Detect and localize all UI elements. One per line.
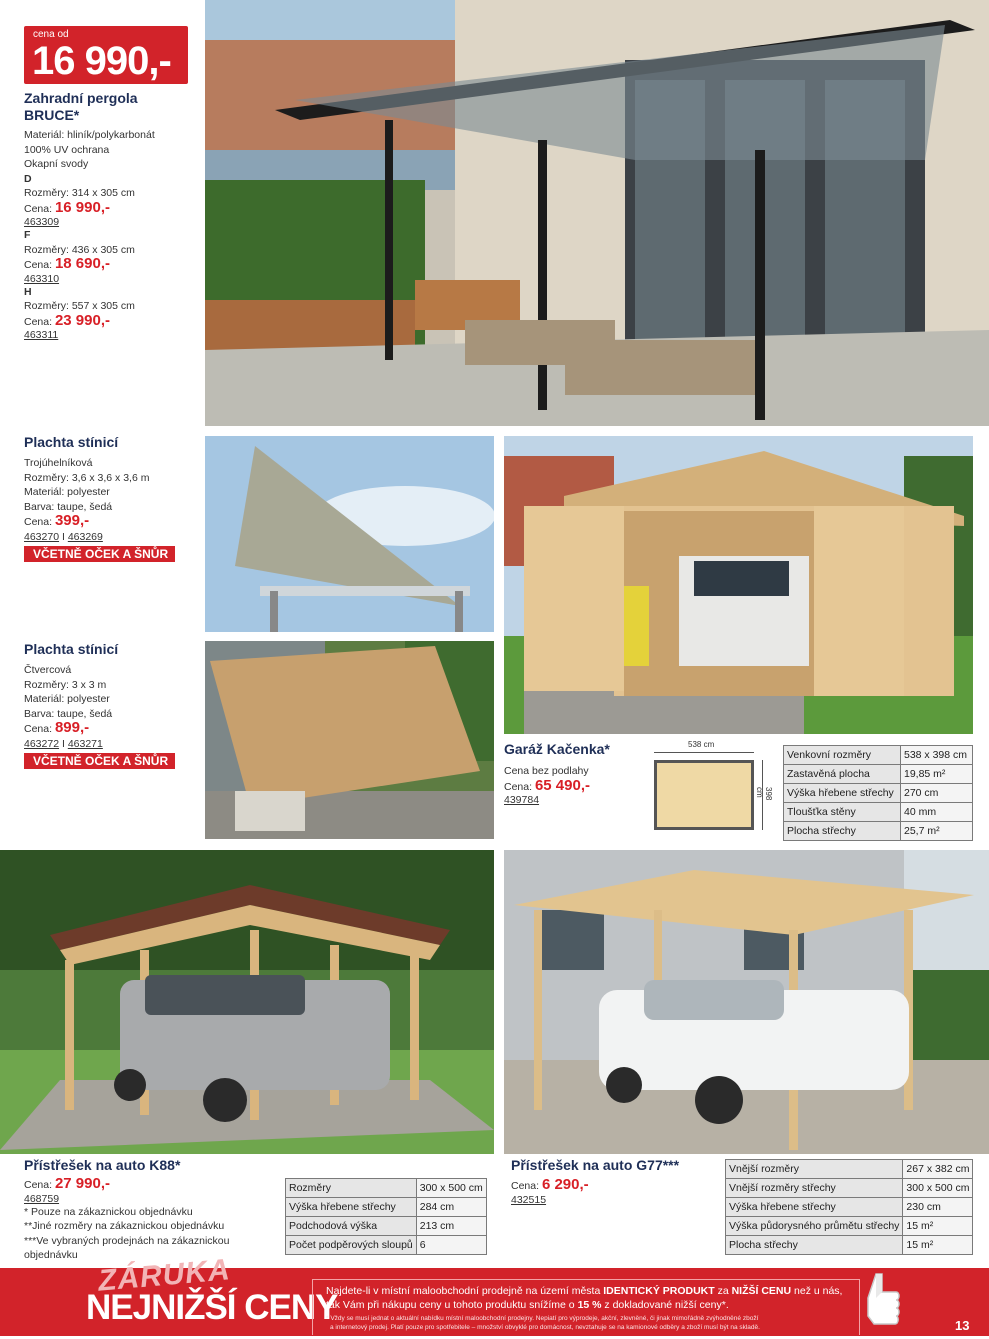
- variant-price: 23 990,-: [54, 311, 110, 329]
- guarantee-zaruka: ZÁRUKA: [96, 1253, 232, 1298]
- table-row: [286, 1198, 487, 1217]
- table-row: [784, 803, 973, 822]
- garage-floorplan: [648, 740, 776, 840]
- spec-label: Plocha střechy: [726, 1236, 903, 1255]
- sail1-photo: [205, 436, 494, 632]
- garage-note: Cena bez podlahy: [504, 765, 589, 777]
- sail2-codes: [24, 737, 199, 752]
- sail2-material: Materiál: polyester: [24, 693, 110, 705]
- price-badge: [24, 26, 188, 84]
- spec-label: Rozměry: [286, 1179, 417, 1198]
- sail2-code2[interactable]: 463271: [67, 737, 103, 750]
- spec-value: 300 x 500 cm: [416, 1179, 486, 1198]
- sail2-shape: Čtvercová: [24, 664, 72, 676]
- floorplan-depth-label: 398 cm: [755, 787, 773, 801]
- code-separator: I: [59, 737, 68, 750]
- variant-price: 18 690,-: [54, 255, 110, 272]
- variant-size: Rozměry: 557 x 305 cm: [24, 300, 135, 312]
- table-row: [784, 784, 973, 803]
- table-row: [784, 822, 973, 841]
- variant-code[interactable]: 463311: [24, 329, 59, 341]
- variant-letter: H: [24, 285, 32, 298]
- line1-part: IDENTICKÝ PRODUKT: [603, 1285, 715, 1297]
- k88-spec-table: [285, 1178, 487, 1255]
- sail1-color: Barva: taupe, šedá: [24, 500, 113, 513]
- price-label: Cena:: [504, 780, 533, 793]
- sail2-price-row: [24, 721, 199, 737]
- sail2-code1[interactable]: 463272: [24, 737, 60, 750]
- sail1-code2[interactable]: 463269: [67, 530, 103, 543]
- spec-label: Výška hřebene střechy: [286, 1198, 417, 1217]
- sail1-price-row: [24, 514, 199, 530]
- table-row: [784, 765, 973, 784]
- table-row: [726, 1179, 973, 1198]
- guarantee-banner: [0, 1253, 989, 1336]
- pergola-uv: 100% UV ochrana: [24, 143, 110, 156]
- line1-part: NIŽŠÍ CENU: [731, 1285, 792, 1297]
- spec-value: 40 mm: [900, 803, 972, 822]
- garage-title: Garáž Kačenka*: [504, 741, 610, 757]
- page-number: 13: [955, 1318, 970, 1333]
- table-row: [726, 1236, 973, 1255]
- guarantee-fineprint1: * Vždy se musí jednat o aktuální nabídku místní maloobchodní prodejny. Nepiatí pro výprodeje, akční, zlevněné, či jinak mimořádně zvýhodněné zboží: [326, 1315, 759, 1322]
- k88-code[interactable]: 468759: [24, 1192, 60, 1205]
- guarantee-line2: [326, 1298, 729, 1312]
- pergola-title-line1: Zahradní pergola: [24, 90, 138, 106]
- sail1-info: [24, 434, 199, 544]
- sail2-included-bar: VČETNĚ OČEK A ŠNŮR: [24, 753, 175, 769]
- garage-spec-table: [783, 745, 973, 841]
- sail2-color: Barva: taupe, šedá: [24, 707, 113, 720]
- spec-value: 213 cm: [416, 1217, 486, 1236]
- price-label: Cena:: [24, 1179, 53, 1191]
- floorplan-width-label: 538 cm: [688, 740, 715, 749]
- k88-price: 27 990,-: [54, 1175, 110, 1192]
- spec-label: Venkovní rozměry: [784, 746, 901, 765]
- sail2-price: 899,-: [54, 719, 90, 736]
- variant-letter: D: [24, 172, 32, 185]
- table-row: [286, 1236, 487, 1255]
- table-row: [726, 1160, 973, 1179]
- spec-value: 6: [416, 1236, 486, 1255]
- pergola-title-line2: BRUCE*: [24, 107, 80, 123]
- variant-price-row: [24, 257, 199, 273]
- sail1-title: Plachta stínicí: [24, 434, 119, 450]
- price-label: Cena:: [24, 516, 53, 528]
- price-label: Cena:: [24, 202, 53, 215]
- spec-value: 19,85 m²: [900, 765, 972, 784]
- g77-title: Přístřešek na auto G77***: [511, 1157, 680, 1173]
- variant-code[interactable]: 463310: [24, 272, 60, 285]
- spec-value: 15 m²: [903, 1217, 973, 1236]
- line2-part: 15 %: [577, 1299, 602, 1311]
- spec-value: 230 cm: [903, 1198, 973, 1217]
- g77-price: 6 290,-: [541, 1176, 589, 1193]
- spec-label: Plocha střechy: [784, 822, 901, 841]
- table-row: [286, 1179, 487, 1198]
- spec-label: Podchodová výška: [286, 1217, 417, 1236]
- variant-price-row: [24, 198, 199, 217]
- spec-label: Výška hřebene střechy: [726, 1198, 903, 1217]
- price-label: Cena:: [24, 723, 53, 735]
- spec-value: 538 x 398 cm: [900, 746, 972, 765]
- g77-spec-table: [725, 1159, 973, 1255]
- thumbs-up-icon: [862, 1270, 902, 1334]
- floorplan-box: [654, 760, 754, 830]
- price-badge-label: cena od: [33, 29, 69, 40]
- spec-label: Vnější rozměry střechy: [726, 1179, 903, 1198]
- garage-info: [504, 741, 644, 806]
- variant-price: 16 990,-: [54, 198, 110, 216]
- guarantee-line1: [326, 1284, 842, 1298]
- line1-part: za: [714, 1285, 732, 1297]
- spec-label: Výška hřebene střechy: [784, 784, 901, 803]
- guarantee-fineprint2: a internetový prodej. Platí pouze pro spotřebitele – množství obvyklé pro domácnost, nevztahuje se na kamionové odběry a zboží musí být na skladě.: [330, 1324, 760, 1331]
- price-label: Cena:: [511, 1180, 540, 1192]
- garage-price-row: [504, 776, 644, 795]
- variant-code[interactable]: 463309: [24, 216, 60, 228]
- line2-part: z dokladované nižší ceny*.: [601, 1299, 729, 1311]
- line2-part: tak Vám při nákupu ceny u tohoto produktu snížíme o: [326, 1299, 578, 1311]
- footnote: ***Ve vybraných prodejnách na zákaznickou objednávku: [24, 1234, 230, 1261]
- spec-value: 267 x 382 cm: [903, 1160, 973, 1179]
- g77-price-row: [511, 1178, 711, 1194]
- garage-code[interactable]: 439784: [504, 794, 540, 806]
- spec-label: Vnější rozměry: [726, 1160, 903, 1179]
- spec-value: 284 cm: [416, 1198, 486, 1217]
- g77-code[interactable]: 432515: [511, 1193, 547, 1206]
- variant-size: Rozměry: 314 x 305 cm: [24, 187, 135, 199]
- pergola-material: Materiál: hliník/polykarbonát: [24, 129, 155, 141]
- sail1-shape: Trojúhelníková: [24, 457, 93, 469]
- spec-label: Zastavěná plocha: [784, 765, 901, 784]
- spec-label: Výška půdorysného průmětu střechy: [726, 1217, 903, 1236]
- spec-value: 300 x 500 cm: [903, 1179, 973, 1198]
- variant-size: Rozměry: 436 x 305 cm: [24, 243, 135, 256]
- sail1-material: Materiál: polyester: [24, 486, 110, 498]
- sail1-included-bar: VČETNĚ OČEK A ŠNŮR: [24, 546, 175, 562]
- garage-price: 65 490,-: [534, 776, 590, 794]
- variant-price-row: [24, 311, 199, 330]
- line1-part: Najdete-li v místní maloobchodní prodejně na území města: [326, 1285, 604, 1297]
- table-row: [726, 1217, 973, 1236]
- variant-letter: F: [24, 229, 31, 241]
- sail1-size: Rozměry: 3,6 x 3,6 x 3,6 m: [24, 471, 150, 484]
- table-row: [286, 1217, 487, 1236]
- price-label: Cena:: [24, 315, 53, 328]
- k88-title: Přístřešek na auto K88*: [24, 1157, 181, 1173]
- garage-photo: [504, 436, 973, 734]
- sail1-codes: [24, 530, 199, 545]
- spec-label: Tloušťka stěny: [784, 803, 901, 822]
- price-label: Cena:: [24, 259, 53, 271]
- pergola-info: [24, 90, 199, 341]
- k88-photo: [0, 850, 494, 1154]
- spec-value: 15 m²: [903, 1236, 973, 1255]
- footnote: **Jiné rozměry na zákaznickou objednávku: [24, 1220, 225, 1232]
- sail1-price: 399,-: [54, 512, 90, 529]
- code-separator: I: [59, 530, 68, 543]
- k88-price-row: [24, 1177, 284, 1193]
- spec-label: Počet podpěrových sloupů: [286, 1236, 417, 1255]
- table-row: [726, 1198, 973, 1217]
- sail2-info: [24, 641, 199, 751]
- k88-info: [24, 1157, 284, 1263]
- price-badge-price: 16 990,-: [32, 39, 171, 83]
- pergola-photo: [205, 0, 989, 426]
- spec-value: 25,7 m²: [900, 822, 972, 841]
- sail2-photo: [205, 641, 494, 839]
- footnote: * Pouze na zákaznickou objednávku: [24, 1205, 193, 1218]
- table-row: [784, 746, 973, 765]
- g77-photo: [504, 850, 989, 1154]
- sail2-size: Rozměry: 3 x 3 m: [24, 678, 107, 691]
- line1-part: než u nás,: [791, 1285, 843, 1297]
- spec-value: 270 cm: [900, 784, 972, 803]
- pergola-gutters: Okapní svody: [24, 158, 89, 170]
- guarantee-nejnizsi: NEJNIŽŠÍ CENY: [86, 1288, 338, 1327]
- floorplan-width-line: [654, 752, 754, 753]
- g77-info: [511, 1157, 711, 1206]
- sail2-title: Plachta stínicí: [24, 641, 119, 657]
- sail1-code1[interactable]: 463270: [24, 530, 60, 543]
